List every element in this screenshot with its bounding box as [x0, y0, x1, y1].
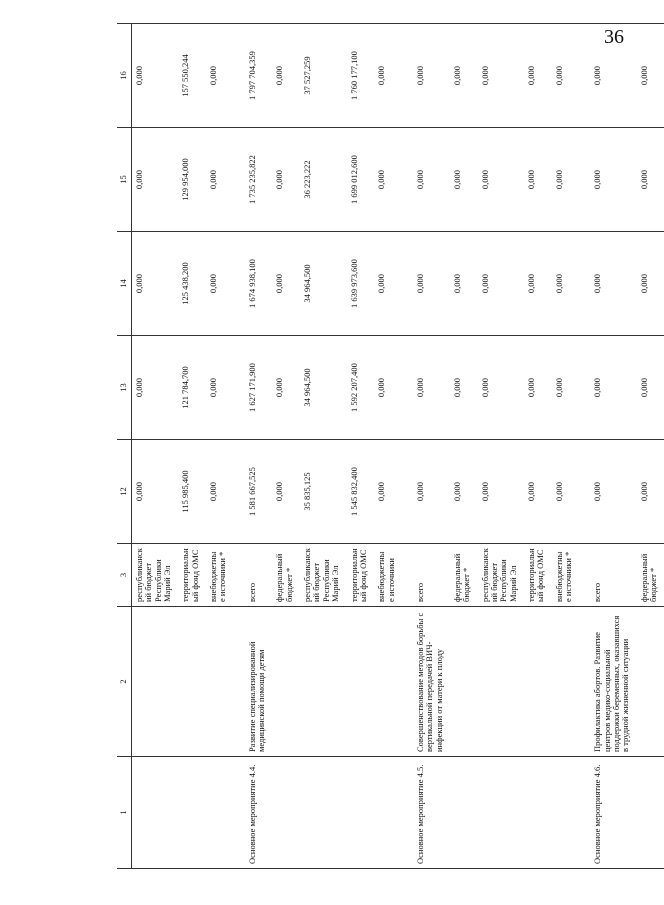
- amount-cell: 0,000: [450, 128, 478, 232]
- amount-cell: 35 835,125: [300, 440, 346, 544]
- amount-cell: 0,000: [402, 232, 450, 336]
- amount-cell: 1 545 832,400: [347, 440, 375, 544]
- measure-name-cell: [347, 607, 375, 757]
- amount-cell: 36 223,222: [300, 128, 346, 232]
- measure-name-cell: [637, 607, 664, 757]
- measure-code-cell: [178, 757, 206, 869]
- measure-code-cell: [524, 757, 552, 869]
- amount-cell: 34 964,500: [300, 232, 346, 336]
- amount-cell: 0,000: [637, 128, 664, 232]
- measure-name-cell: Профилактика абортов. Развитие центров медико-социальной поддержки беременных, оказавшихся в трудной жизненной ситуации: [579, 607, 636, 757]
- measure-name-cell: [524, 607, 552, 757]
- amount-cell: 0,000: [478, 440, 524, 544]
- amount-cell: 1 581 667,525: [234, 440, 273, 544]
- amount-cell: 0,000: [524, 128, 552, 232]
- amount-cell: 0,000: [478, 336, 524, 440]
- amount-cell: 157 550,244: [178, 24, 206, 128]
- measure-code-cell: Основное мероприятие 4.6.: [579, 757, 636, 869]
- amount-cell: 0,000: [402, 336, 450, 440]
- table-row: [552, 24, 580, 869]
- funding-source-cell: республиканский бюджет Республики Марий Эл: [300, 544, 346, 607]
- header-col-3: 3: [117, 544, 132, 607]
- amount-cell: 0,000: [579, 336, 636, 440]
- table-row: [637, 24, 664, 869]
- table-row: [579, 24, 636, 869]
- funding-source-cell: всего: [402, 544, 450, 607]
- amount-cell: 0,000: [450, 24, 478, 128]
- amount-cell: 0,000: [132, 128, 179, 232]
- funding-source-cell: территориальный фонд ОМС: [524, 544, 552, 607]
- amount-cell: 0,000: [402, 24, 450, 128]
- measure-code-cell: [272, 757, 300, 869]
- table-row: [300, 24, 346, 869]
- measure-name-cell: Развитие специализированной медицинской помощи детям: [234, 607, 273, 757]
- amount-cell: 0,000: [637, 24, 664, 128]
- amount-cell: 34 964,500: [300, 336, 346, 440]
- amount-cell: 0,000: [637, 440, 664, 544]
- amount-cell: 0,000: [450, 440, 478, 544]
- header-col-14: 14: [117, 232, 132, 336]
- amount-cell: 0,000: [552, 24, 580, 128]
- amount-cell: 37 527,259: [300, 24, 346, 128]
- amount-cell: 1 797 704,359: [234, 24, 273, 128]
- table-row: [206, 24, 234, 869]
- measure-code-cell: [450, 757, 478, 869]
- measure-code-cell: Основное мероприятие 4.5.: [402, 757, 450, 869]
- amount-cell: 0,000: [206, 128, 234, 232]
- amount-cell: 0,000: [579, 24, 636, 128]
- page-number: 36: [604, 26, 624, 48]
- measure-name-cell: Совершенствование методов борьбы с вертикальной передачей ВИЧ-инфекции от матери к плоду: [402, 607, 450, 757]
- table-row: [347, 24, 375, 869]
- funding-source-cell: территориальный фонд ОМС: [178, 544, 206, 607]
- funding-source-cell: территориальный фонд ОМС: [347, 544, 375, 607]
- amount-cell: 0,000: [552, 232, 580, 336]
- funding-source-cell: федеральный бюджет *: [450, 544, 478, 607]
- funding-source-cell: федеральный бюджет *: [272, 544, 300, 607]
- table-row: [478, 24, 524, 869]
- amount-cell: 0,000: [637, 336, 664, 440]
- amount-cell: 0,000: [450, 232, 478, 336]
- measure-code-cell: [300, 757, 346, 869]
- amount-cell: 0,000: [374, 232, 402, 336]
- amount-cell: 1 639 973,600: [347, 232, 375, 336]
- amount-cell: 121 784,700: [178, 336, 206, 440]
- amount-cell: 0,000: [524, 232, 552, 336]
- amount-cell: 0,000: [637, 232, 664, 336]
- amount-cell: 1 699 012,600: [347, 128, 375, 232]
- amount-cell: 0,000: [272, 24, 300, 128]
- amount-cell: 1 674 938,100: [234, 232, 273, 336]
- amount-cell: 0,000: [579, 440, 636, 544]
- header-col-2: 2: [117, 607, 132, 757]
- amount-cell: 1 627 171,900: [234, 336, 273, 440]
- amount-cell: 0,000: [450, 336, 478, 440]
- table-row: [450, 24, 478, 869]
- amount-cell: 0,000: [579, 128, 636, 232]
- amount-cell: 125 438,200: [178, 232, 206, 336]
- table-row: [178, 24, 206, 869]
- measure-code-cell: [206, 757, 234, 869]
- amount-cell: 0,000: [272, 128, 300, 232]
- funding-source-cell: федеральный бюджет *: [637, 544, 664, 607]
- funding-source-cell: внебюджетные источники *: [206, 544, 234, 607]
- amount-cell: 0,000: [374, 336, 402, 440]
- amount-cell: 0,000: [132, 24, 179, 128]
- amount-cell: 0,000: [206, 336, 234, 440]
- rotated-table-container: [117, 24, 659, 869]
- table-row: [272, 24, 300, 869]
- amount-cell: 1 592 207,400: [347, 336, 375, 440]
- measure-name-cell: [552, 607, 580, 757]
- header-col-13: 13: [117, 336, 132, 440]
- amount-cell: 0,000: [402, 128, 450, 232]
- amount-cell: 0,000: [524, 440, 552, 544]
- header-col-12: 12: [117, 440, 132, 544]
- amount-cell: 0,000: [272, 440, 300, 544]
- amount-cell: 0,000: [132, 336, 179, 440]
- measure-code-cell: [132, 757, 179, 869]
- header-col-1: 1: [117, 757, 132, 869]
- amount-cell: 0,000: [132, 440, 179, 544]
- amount-cell: 0,000: [272, 232, 300, 336]
- amount-cell: 129 954,000: [178, 128, 206, 232]
- table-row: [132, 24, 179, 869]
- measure-code-cell: [478, 757, 524, 869]
- header-col-15: 15: [117, 128, 132, 232]
- amount-cell: 0,000: [206, 440, 234, 544]
- measure-name-cell: [132, 607, 179, 757]
- amount-cell: 1 735 235,822: [234, 128, 273, 232]
- table-row: [524, 24, 552, 869]
- measure-code-cell: [637, 757, 664, 869]
- table-row: [234, 24, 273, 869]
- header-row: [117, 24, 132, 869]
- header-col-16: 16: [117, 24, 132, 128]
- amount-cell: 115 985,400: [178, 440, 206, 544]
- amount-cell: 0,000: [478, 128, 524, 232]
- amount-cell: 0,000: [579, 232, 636, 336]
- measure-name-cell: [178, 607, 206, 757]
- funding-source-cell: республиканский бюджет Республики Марий Эл: [478, 544, 524, 607]
- amount-cell: 0,000: [206, 24, 234, 128]
- measure-name-cell: [450, 607, 478, 757]
- measure-name-cell: [300, 607, 346, 757]
- measure-name-cell: [478, 607, 524, 757]
- funding-source-cell: всего: [579, 544, 636, 607]
- amount-cell: 0,000: [374, 24, 402, 128]
- measure-code-cell: Основное мероприятие 4.4.: [234, 757, 273, 869]
- funding-source-cell: внебюджетные источники *: [552, 544, 580, 607]
- financing-table: [117, 23, 664, 869]
- amount-cell: 0,000: [272, 336, 300, 440]
- measure-name-cell: [374, 607, 402, 757]
- amount-cell: 0,000: [374, 440, 402, 544]
- measure-code-cell: [374, 757, 402, 869]
- amount-cell: 0,000: [552, 440, 580, 544]
- measure-name-cell: [206, 607, 234, 757]
- amount-cell: 0,000: [402, 440, 450, 544]
- amount-cell: 0,000: [552, 128, 580, 232]
- amount-cell: 0,000: [478, 24, 524, 128]
- table-row: [402, 24, 450, 869]
- funding-source-cell: всего: [234, 544, 273, 607]
- amount-cell: 0,000: [374, 128, 402, 232]
- table-row: [374, 24, 402, 869]
- funding-source-cell: республиканский бюджет Республики Марий Эл: [132, 544, 179, 607]
- amount-cell: 0,000: [132, 232, 179, 336]
- measure-name-cell: [272, 607, 300, 757]
- amount-cell: 0,000: [552, 336, 580, 440]
- amount-cell: 1 760 177,100: [347, 24, 375, 128]
- amount-cell: 0,000: [478, 232, 524, 336]
- amount-cell: 0,000: [524, 24, 552, 128]
- funding-source-cell: внебюджетные источники: [374, 544, 402, 607]
- amount-cell: 0,000: [524, 336, 552, 440]
- amount-cell: 0,000: [206, 232, 234, 336]
- measure-code-cell: [552, 757, 580, 869]
- measure-code-cell: [347, 757, 375, 869]
